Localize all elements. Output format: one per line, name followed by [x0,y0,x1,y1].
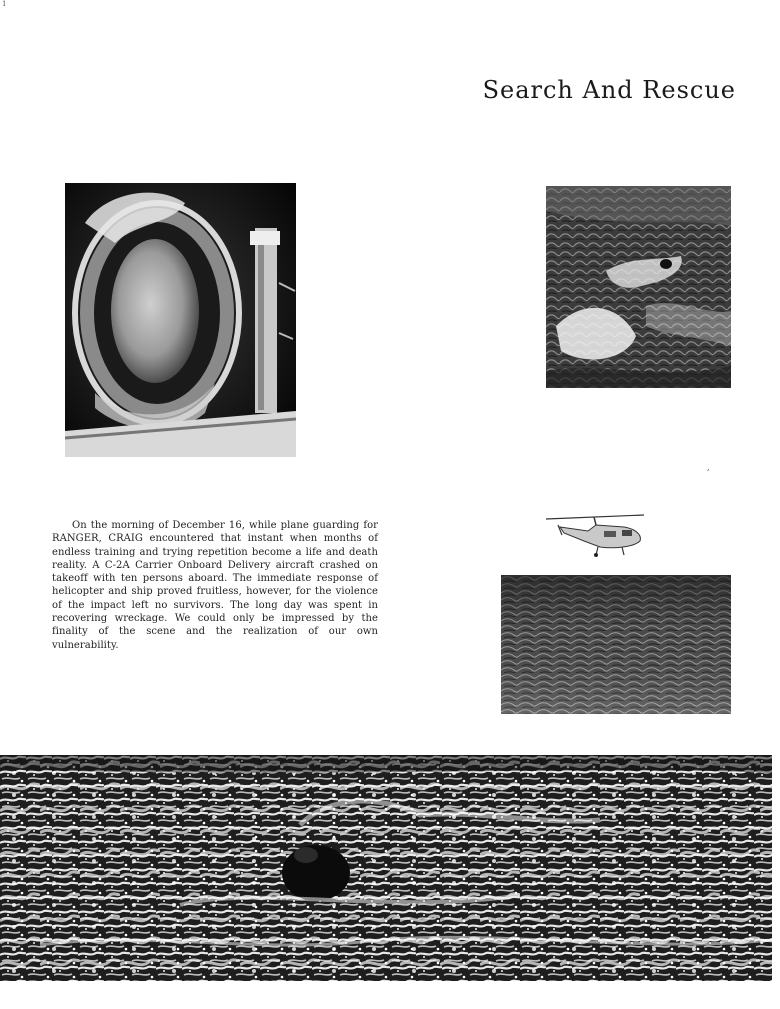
scan-speck: , [707,463,710,472]
life-ring-photo [65,183,296,457]
corner-mark: 1 [2,0,7,8]
page-title: Search And Rescue [482,76,736,104]
helicopter-photo [544,505,646,559]
open-sea-photo [501,575,731,714]
wreckage-waves-photo [546,186,731,388]
floating-debris-photo [0,755,772,981]
article-paragraph: On the morning of December 16, while plane guarding for RANGER, CRAIG encountered that instant when months of endless training and trying repetition become a life and death reality. A C-2A Carrier Onboard Delivery aircraft crashed on takeoff with ten persons aboard. The immediate response of helicopter and ship proved fruitless, however, for the violence of the impact left no survivors. The long day was spent in recovering wreckage. We could only be impressed by the finality of the scene and the realization of our own vulnerability. [52,520,378,651]
